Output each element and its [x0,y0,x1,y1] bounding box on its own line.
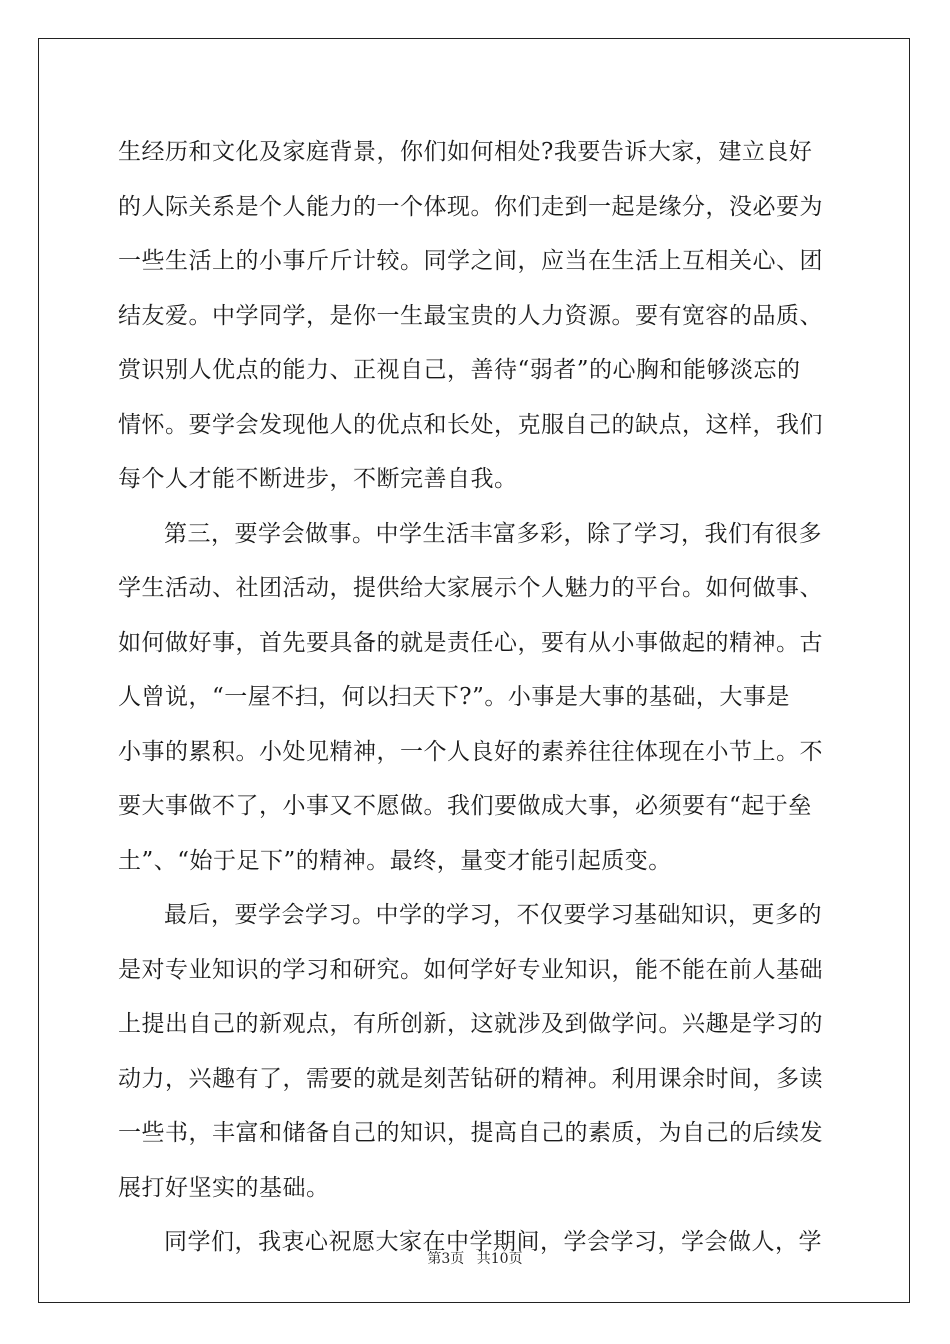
page-total: 共10页 [476,1251,523,1267]
text-line: 动力，兴趣有了，需要的就是刻苦钻研的精神。利用课余时间，多读 [118,1065,823,1092]
text-line: 如何做好事，首先要具备的就是责任心，要有从小事做起的精神。古 [118,629,823,656]
text-line: 赏识别人优点的能力、正视自己，善待“弱者”的心胸和能够淡忘的 [118,357,801,383]
text-line: 土”、“始于足下”的精神。最终，量变才能引起质变。 [118,847,672,874]
text-line: 学生活动、社团活动，提供给大家展示个人魅力的平台。如何做事、 [118,575,823,601]
document-body [118,125,836,1270]
text-line: 人曾说，“一屋不扫，何以扫天下?”。小事是大事的基础，大事是 [118,684,790,710]
text-line: 最后，要学会学习。中学的学习，不仅要学习基础知识，更多的 [164,902,822,928]
text-line: 一些生活上的小事斤斤计较。同学之间，应当在生活上互相关心、团 [118,248,823,274]
text-line: 上提出自己的新观点，有所创新，这就涉及到做学问。兴趣是学习的 [118,1011,823,1037]
text-line: 情怀。要学会发现他人的优点和长处，克服自己的缺点，这样，我们 [118,411,823,438]
text-line: 同学们，我衷心祝愿大家在中学期间，学会学习，学会做人，学 [164,1229,822,1255]
text-line: 是对专业知识的学习和研究。如何学好专业知识，能不能在前人基础 [118,956,823,983]
text-line: 一些书，丰富和储备自己的知识，提高自己的素质，为自己的后续发 [118,1120,823,1146]
text-line: 要大事做不了，小事又不愿做。我们要做成大事，必须要有“起于垒 [118,793,812,819]
page-footer [0,1248,950,1268]
paragraph-1 [118,125,836,507]
paragraph-3 [118,888,836,1215]
text-line: 第三，要学会做事。中学生活丰富多彩，除了学习，我们有很多 [164,520,822,547]
text-line: 结友爱。中学同学，是你一生最宝贵的人力资源。要有宽容的品质、 [118,302,823,329]
page-number: 第3页 [427,1251,465,1267]
text-line: 的人际关系是个人能力的一个体现。你们走到一起是缘分，没必要为 [118,193,823,220]
text-line: 每个人才能不断进步，不断完善自我。 [118,466,518,492]
paragraph-2 [118,507,836,889]
text-line: 小事的累积。小处见精神，一个人良好的素养往往体现在小节上。不 [118,738,823,765]
text-line: 生经历和文化及家庭背景，你们如何相处?我要告诉大家，建立良好 [118,139,813,165]
text-line: 展打好坚实的基础。 [118,1174,330,1201]
